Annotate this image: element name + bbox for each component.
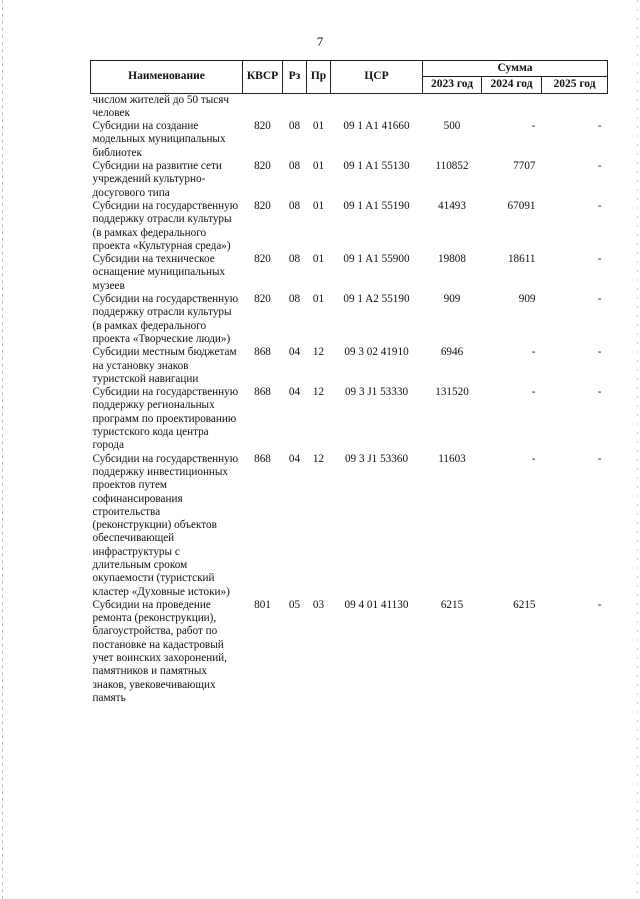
header-kvsr: КВСР — [243, 61, 283, 94]
row-csr: 09 1 A2 55190 — [343, 293, 410, 306]
table-row — [91, 293, 608, 346]
row-kvsr: 820 — [254, 120, 271, 133]
row-sum-2025: - — [597, 253, 602, 266]
table-row — [91, 599, 608, 705]
row-sum-2023: 6946 — [440, 346, 464, 359]
header-year-2024: 2024 год — [482, 77, 542, 93]
header-csr: ЦСР — [331, 61, 423, 94]
row-rz: 04 — [288, 452, 301, 465]
row-sum-2024: - — [531, 386, 536, 399]
header-year-2023: 2023 год — [423, 77, 482, 93]
row-sum-2025: - — [597, 386, 602, 399]
table-row — [91, 120, 608, 160]
table-row-continuation — [91, 93, 608, 120]
row-kvsr: 868 — [254, 452, 271, 465]
row-sum-2023: 11603 — [438, 452, 466, 465]
row-rz: 04 — [288, 386, 301, 399]
row-rz: 05 — [288, 598, 301, 611]
row-kvsr: 820 — [254, 199, 271, 212]
row-pr: 12 — [312, 346, 325, 359]
table-row — [91, 386, 608, 452]
scan-edge-right — [637, 0, 638, 899]
row-sum-2023: 41493 — [438, 199, 466, 212]
row-name: Субсидии на государственную поддержку отрасли культуры (в рамках федерального проекта «Культурная среда») — [92, 199, 239, 252]
row-rz: 08 — [288, 120, 301, 133]
row-pr: 01 — [312, 253, 325, 266]
row-name: Субсидии на создание модельных муниципальных библиотек — [92, 120, 226, 159]
row-sum-2024: - — [531, 452, 536, 465]
row-pr: 12 — [312, 386, 325, 399]
row-sum-2025: - — [597, 598, 602, 611]
row-sum-2024: - — [531, 120, 536, 133]
header-sum: Сумма — [423, 61, 608, 77]
row-rz: 08 — [288, 199, 301, 212]
row-pr: 12 — [312, 452, 325, 465]
row-rz: 08 — [288, 160, 301, 173]
table-body — [91, 93, 608, 705]
row-csr: 09 3 02 41910 — [344, 346, 409, 359]
row-name: Субсидии на государственную поддержку отрасли культуры (в рамках федерального проекта «Творческие люди») — [92, 293, 239, 345]
header-year-2025: 2025 год — [542, 77, 608, 93]
row-name: Субсидии на развитие сети учреждений культурно-досугового типа — [92, 160, 222, 199]
row-rz: 08 — [288, 253, 301, 266]
row-sum-2023: 500 — [443, 120, 461, 133]
row-kvsr: 801 — [254, 598, 271, 611]
row-kvsr: 820 — [254, 253, 271, 266]
budget-table — [90, 60, 608, 705]
scan-edge-left — [2, 0, 3, 899]
row-pr: 01 — [312, 120, 325, 133]
row-sum-2024: 67091 — [507, 199, 536, 212]
row-sum-2025: - — [597, 346, 602, 359]
row-sum-2023: 6215 — [440, 598, 464, 611]
row-sum-2025: - — [597, 452, 602, 465]
header-rz: Рз — [283, 61, 307, 94]
row-kvsr: 868 — [254, 386, 271, 399]
continuation-text: числом жителей до 50 тысяч человек — [92, 93, 230, 119]
row-csr: 09 1 A1 55900 — [343, 253, 410, 266]
row-pr: 03 — [312, 598, 325, 611]
row-name: Субсидии на государственную поддержку региональных программ по проектированию туристского кода центра города — [92, 386, 239, 452]
row-sum-2024: 7707 — [513, 160, 536, 173]
row-pr: 01 — [312, 160, 325, 173]
row-csr: 09 3 J1 53330 — [344, 386, 409, 399]
row-pr: 01 — [312, 199, 325, 212]
row-sum-2024: 909 — [518, 293, 536, 306]
row-name: Субсидии местным бюджетам на установку знаков туристской навигации — [92, 346, 237, 385]
row-kvsr: 820 — [254, 293, 271, 306]
row-sum-2025: - — [597, 160, 602, 173]
row-kvsr: 868 — [254, 346, 271, 359]
row-name: Субсидии на техническое оснащение муниципальных музеев — [92, 253, 226, 292]
row-csr: 09 1 A1 55130 — [343, 160, 410, 173]
row-csr: 09 4 01 41130 — [344, 598, 409, 611]
row-sum-2024: 6215 — [513, 598, 536, 611]
row-sum-2025: - — [597, 199, 602, 212]
row-sum-2023: 110852 — [435, 160, 469, 173]
row-kvsr: 820 — [254, 160, 271, 173]
header-name: Наименование — [91, 61, 243, 94]
row-sum-2025: - — [597, 120, 602, 133]
table-row — [91, 160, 608, 200]
row-sum-2024: 18611 — [507, 253, 536, 266]
row-name: Субсидии на государственную поддержку инвестиционных проектов путем софинансирования строительства (реконструкции) объектов обеспечивающей инфраструктуры с длительным сроком окупаемости (туристский кластер «Духовные истоки») — [92, 452, 239, 598]
row-rz: 08 — [288, 293, 301, 306]
header-pr: Пр — [307, 61, 331, 94]
row-pr: 01 — [312, 293, 325, 306]
table-row — [91, 253, 608, 293]
row-rz: 04 — [288, 346, 301, 359]
page-number: 7 — [316, 34, 324, 49]
row-sum-2023: 19808 — [438, 253, 466, 266]
row-name: Субсидии на проведение ремонта (реконструкции), благоустройства, работ по постановке на кадастровый учет воинских захоронений, памятников и памятных знаков, увековечивающих память — [92, 598, 227, 704]
table-row — [91, 346, 608, 386]
row-sum-2024: - — [531, 346, 536, 359]
row-sum-2025: - — [597, 293, 602, 306]
row-sum-2023: 131520 — [435, 386, 469, 399]
table-header — [91, 61, 608, 94]
row-sum-2023: 909 — [443, 293, 461, 306]
row-csr: 09 3 J1 53360 — [344, 452, 409, 465]
table-row — [91, 200, 608, 253]
row-csr: 09 1 A1 55190 — [343, 199, 410, 212]
row-csr: 09 1 A1 41660 — [343, 120, 410, 133]
table-row — [91, 453, 608, 599]
